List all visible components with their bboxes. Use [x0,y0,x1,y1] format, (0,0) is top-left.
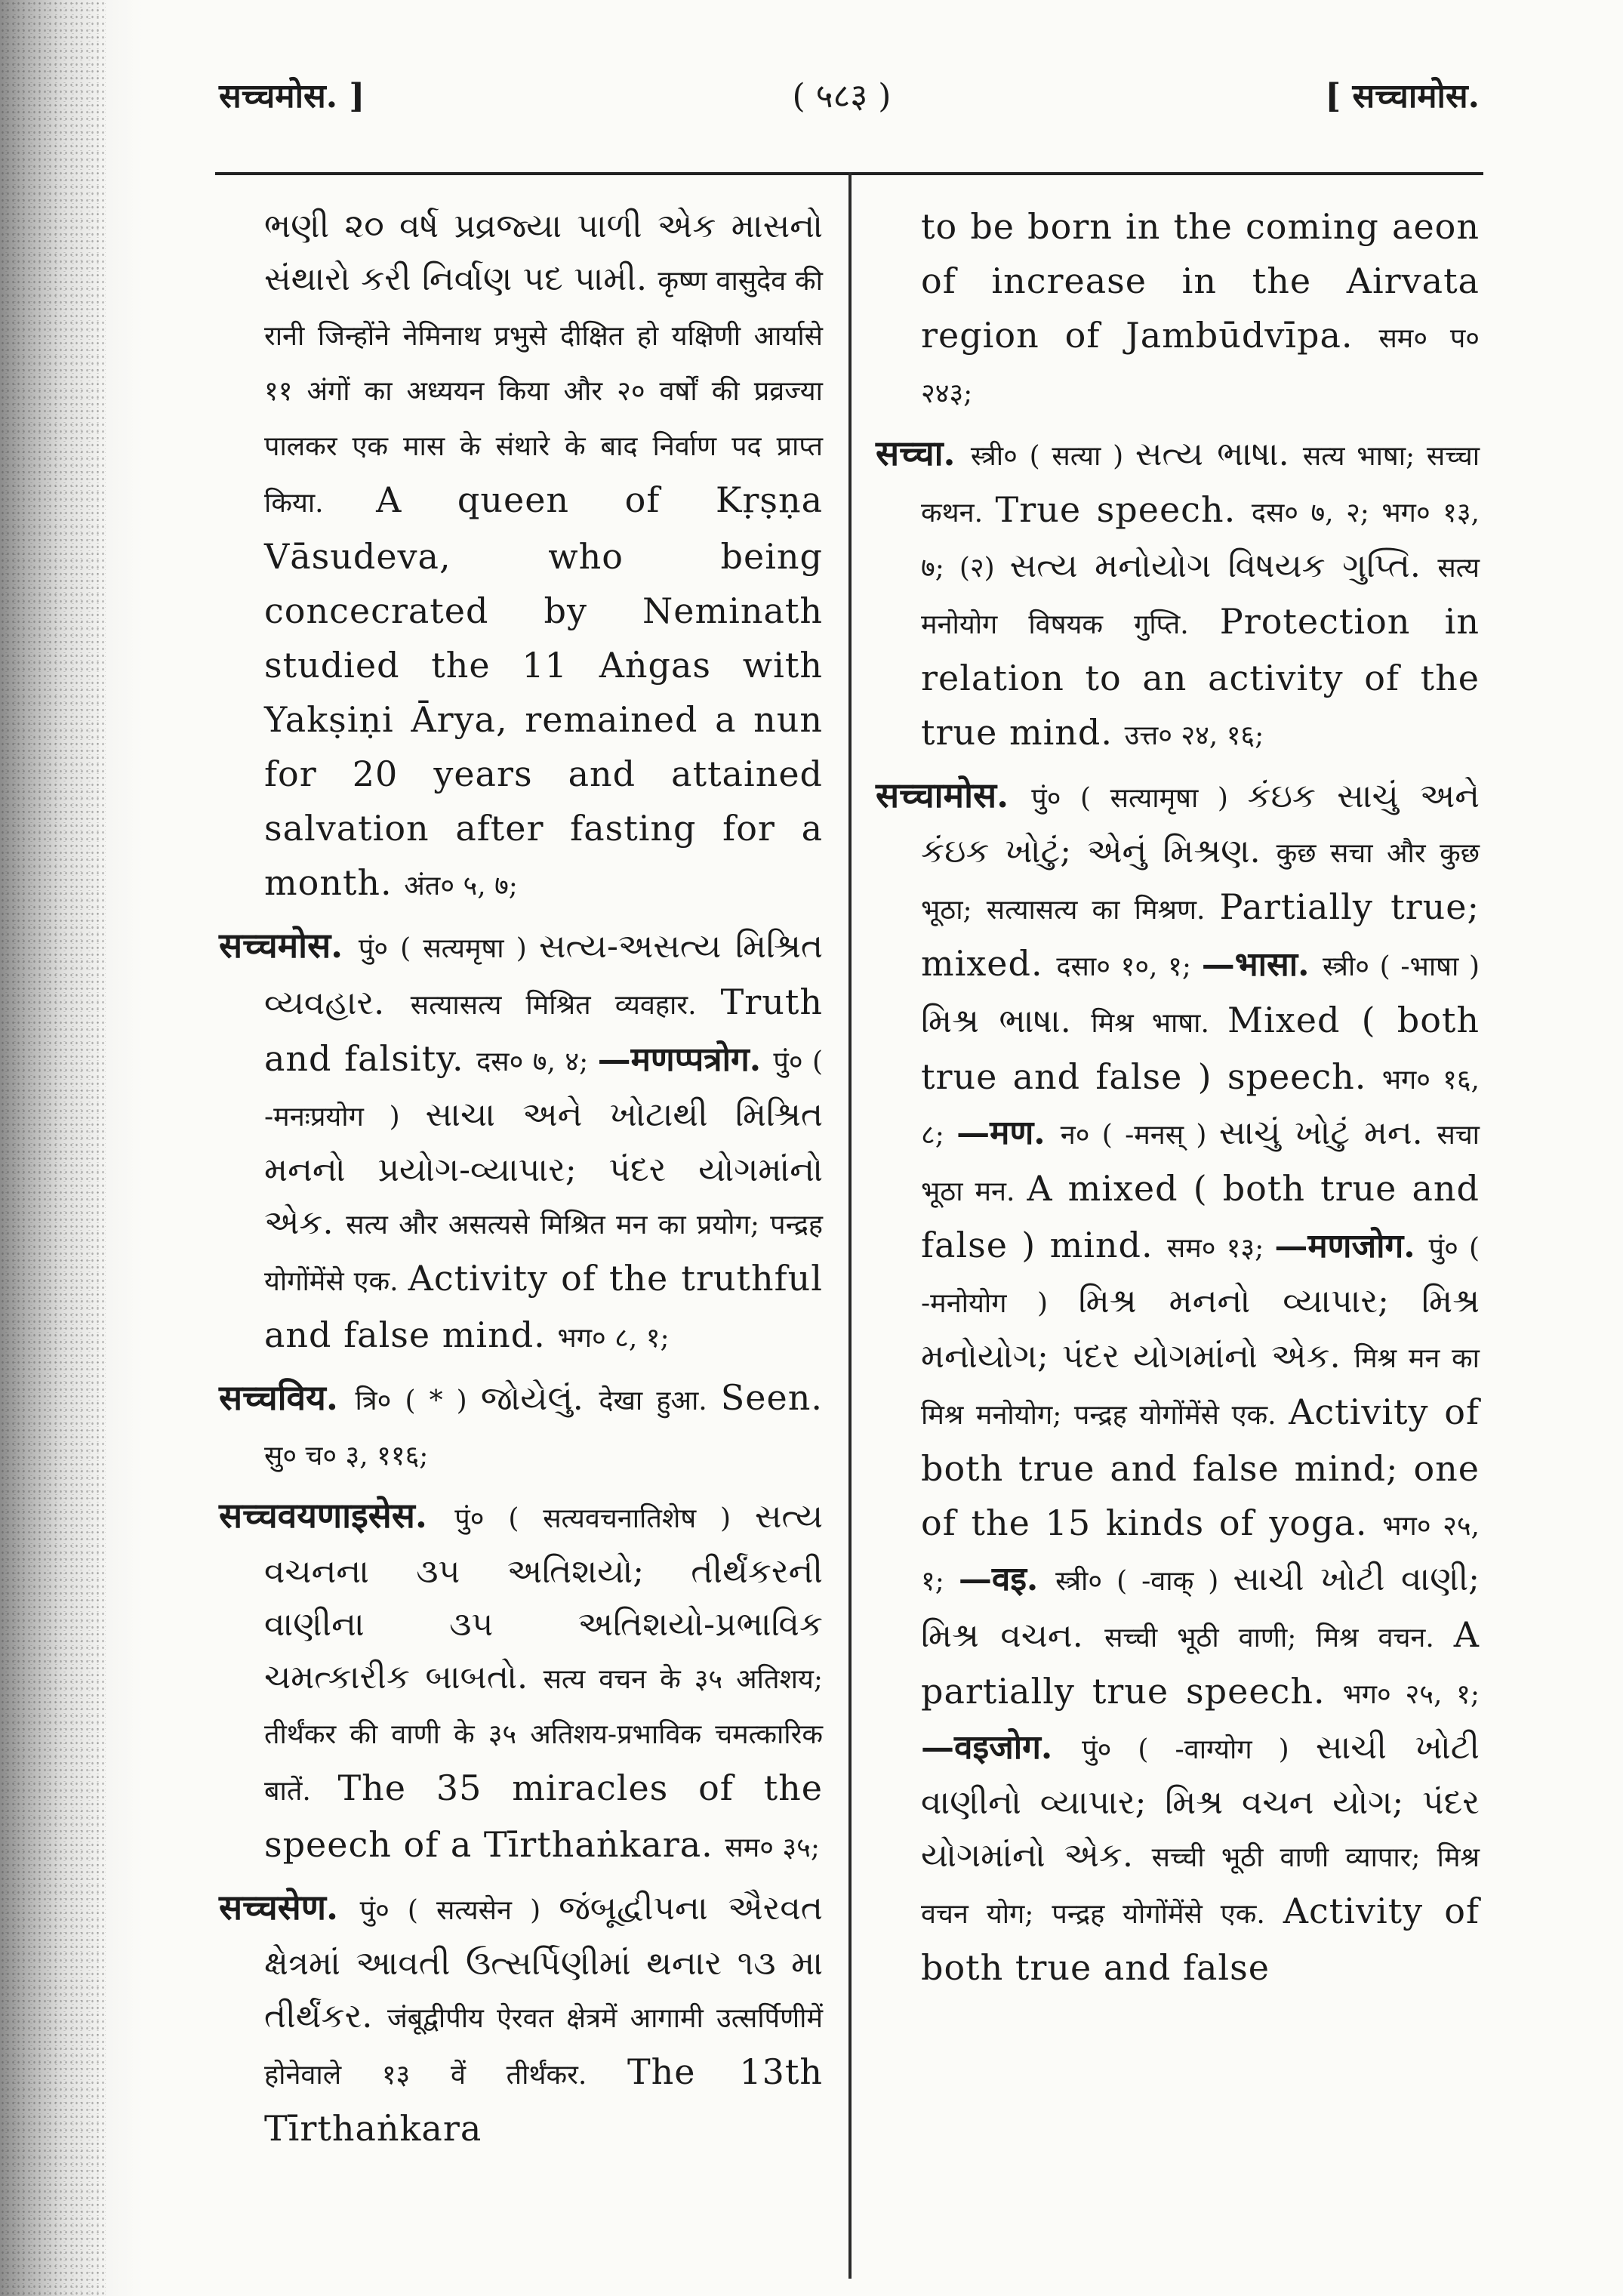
headword: सच्चविय. [219,1377,356,1418]
sense-number: (२) [959,553,1010,584]
gujarati-gloss: સત્ય-અસત્ય મિશ્રિત વ્યવહાર. [264,927,823,1022]
english-gloss: Partially true; mixed. [921,886,1480,984]
grammar-note: पुं० ( सत्यसेन ) [359,1895,559,1926]
header-left-guideword: सच्चमोस. ] [219,77,365,116]
grammar-note: पुं० ( सत्यमृषा ) [358,933,539,964]
hindi-gloss: सचा भूठा मन. [921,1120,1480,1207]
headword: सच्चामोस. [876,775,1032,815]
grammar-note: त्रि० ( * ) [355,1385,481,1416]
gujarati-gloss: સાચી ખોટી વાણી; મિશ્ર વચન. [921,1560,1480,1655]
english-gloss: A mixed ( both true and false ) mind. [921,1168,1480,1265]
gujarati-gloss: સત્ય વચનના ૩૫ અતિશયો; તીર્થંકરની વાણીના ૩૫ અતિશયો-પ્રભાવિક ચમત્કારીક બાબતો. [264,1497,823,1697]
english-gloss: to be born in the coming aeon of increase in the Airvata region of Jambūdvīpa. [921,206,1480,356]
english-gloss: Activity of both true and false mind; one of the 15 kinds of yoga. [921,1391,1480,1543]
grammar-note: न० ( -मनस् ) [1060,1120,1219,1151]
reference: दसा० १०, १; [1056,951,1202,982]
grammar-note: पुं० ( सत्यामृषा ) [1031,783,1248,814]
entry-sachcha [876,427,1480,763]
entry-sachchavayanaises [219,1489,823,1875]
hindi-gloss: कृष्ण वासुदेव की रानी जिन्होंने नेमिनाथ प्रभुसे दीक्षित हो यक्षिणी आर्यासे ११ अंगों का अध्ययन किया और २० वर्षों की प्रव्रज्या पालकर एक मास के संथारे के बाद निर्वाण पद प्राप्त किया. [264,266,823,519]
page-number: ( ५८३ ) [792,77,892,116]
gujarati-gloss: મિશ્ર ભાષા. [921,1002,1092,1040]
hindi-gloss: सत्य भाषा; सच्चा कथन. [921,441,1480,529]
hindi-gloss: सत्य और असत्यसे मिश्रित मन का प्रयोग; पन्द्रह योगोंमेंसे एक. [264,1210,823,1297]
reference: भग० ८, १; [557,1323,670,1354]
english-gloss: Mixed ( both true and false ) speech. [921,1000,1480,1097]
hindi-gloss: सच्ची भूठी वाणी व्यापार; मिश्र वचन योग; पन्द्रह योगोंमेंसे एक. [921,1842,1480,1930]
hindi-gloss: सत्यासत्य मिश्रित व्यवहार. [410,990,721,1021]
gujarati-gloss: સાચું ખોટું મન. [1218,1114,1437,1152]
reference: सम० १३; [1166,1233,1275,1264]
page-header [204,72,1480,125]
reference: अंत० ५, ७; [404,871,518,901]
binding-speckle [0,0,106,2296]
grammar-note: पुं० ( -मनोयोग ) [921,1233,1480,1319]
right-column [876,200,1480,2002]
entry-sachchaviya [219,1371,823,1483]
grammar-note: स्त्री० ( -भाषा ) [1323,951,1480,982]
reference: भग० १६, ८; [921,1065,1480,1151]
gujarati-gloss: સત્ય ભાષા. [1135,435,1303,473]
gujarati-gloss: જંબૂદ્વીપના ઐરવત ક્ષેત્રમાં આવતી ઉત્સર્પિણીમાં થનાર ૧૩ મા તીર્થંકર. [264,1889,823,2036]
english-gloss: A queen of Kṛṣṇa Vāsudeva, who being concecrated by Neminath studied the 11 Aṅgas with Yakṣiṇi Ārya, remained a nun for 20 years and attained salvation after fasting for a month. [264,479,823,903]
reference: सम० प० २४३; [921,323,1480,409]
reference: सु० च० ३, ११६; [264,1441,429,1472]
grammar-note: स्त्री० ( सत्या ) [970,441,1135,472]
grammar-note: स्त्री० ( -वाक् ) [1055,1566,1233,1597]
hindi-gloss: सत्य वचन के ३५ अतिशय; तीर्थंकर की वाणी के ३५ अतिशय-प्रभाविक चमत्कारिक बातें. [264,1664,823,1807]
entry-continuation [876,200,1480,421]
reference: सम० ३५; [725,1832,821,1863]
reference: दस० ७, ४; [476,1046,598,1077]
english-gloss: A partially true speech. [921,1614,1480,1712]
gujarati-gloss: મિશ્ર મનનો વ્યાપાર; મિશ્ર મનોયોગ; પંદર યોગમાંનો એક. [921,1282,1480,1376]
sub-headword: —वइ. [958,1560,1056,1598]
entry-sachchamos [219,919,823,1365]
hindi-gloss: मिश्र भाषा. [1091,1008,1227,1039]
grammar-note: पुं० ( -मनःप्रयोग ) [264,1046,824,1133]
sub-headword: —मणजोग. [1274,1227,1429,1265]
gujarati-gloss: સાચી ખોટી વાણીનો વ્યાપાર; મિશ્ર વચન યોગ; પંદર યોગમાંનો એક. [921,1728,1480,1875]
headword: सच्चमोस. [219,925,359,966]
headword: सच्चसेण. [219,1887,360,1928]
headword: सच्चवयणाइसेस. [219,1495,455,1536]
sub-headword: —मण. [956,1114,1061,1152]
english-gloss: The 13th Tīrthaṅkara [264,2051,824,2149]
entry-sachchasena [219,1881,823,2156]
english-gloss: The 35 miracles of the speech of a Tīrthaṅkara. [264,1767,823,1865]
entry-continuation [219,200,823,913]
hindi-gloss: कुछ सचा और कुछ भूठा; सत्यासत्य का मिश्रण. [921,838,1480,926]
english-gloss: Protection in relation to an activity of the true mind. [921,601,1480,753]
reference: भग० २५, १; [1342,1679,1480,1710]
sub-headword: —भासा. [1201,945,1323,984]
english-gloss: Activity of the truthful and false mind. [264,1258,823,1355]
gujarati-gloss: કંઇક સાચું અને કંઇક ખોટું; એનું મિશ્રણ. [921,777,1480,871]
entry-sachchamos-2 [876,769,1480,1996]
hindi-gloss: सत्य मनोयोग विषयक गुप्ति. [921,553,1480,640]
reference: दस० ७, २; भग० १३, ७; [921,498,1480,584]
sub-headword: —मणप्पत्रोग. [597,1040,774,1079]
english-gloss: Activity of both true and false [921,1891,1480,1988]
column-divider [848,172,852,2279]
reference: उत्त० २४, १६; [1124,720,1264,751]
gujarati-gloss: સાચા અને ખોટાથી મિશ્રિત મનનો પ્રયોગ-વ્યાપાર; પંદર યોગમાંનો એક. [264,1096,823,1242]
header-right-guideword: [ सच्चामोस. [1325,77,1480,116]
hindi-gloss: मिश्र मन का मिश्र मनोयोग; पन्द्रह योगोंमेंसे एक. [921,1343,1480,1431]
english-gloss: Seen. [720,1377,823,1418]
hindi-gloss: देखा हुआ. [599,1385,721,1416]
sub-headword: —वइजोग. [921,1728,1083,1767]
gujarati-gloss: ભણી ૨૦ વર્ષ પ્રવ્રજ્યા પાળી એક માસનો સંથારો કરી નિર્વાણ પદ પામી. [264,207,823,298]
left-column [219,200,823,2162]
english-gloss: Truth and falsity. [264,982,823,1079]
grammar-note: पुं० ( -वाग्योग ) [1082,1734,1316,1765]
gujarati-gloss: જોયેલું. [480,1379,599,1418]
grammar-note: पुं० ( सत्यवचनातिशेष ) [454,1503,755,1534]
hindi-gloss: सच्ची भूठी वाणी; मिश्र वचन. [1104,1623,1454,1653]
hindi-gloss: जंबूद्वीपीय ऐरवत क्षेत्रमें आगामी उत्सर्पिणीमें होनेवाले १३ वें तीर्थंकर. [264,2003,823,2091]
headword: सच्चा. [876,433,971,473]
english-gloss: True speech. [995,489,1252,530]
gujarati-gloss: સત્ય મનોયોગ વિષયક ગુપ્તિ. [1009,547,1438,585]
reference: भग० २५, १; [921,1511,1480,1597]
